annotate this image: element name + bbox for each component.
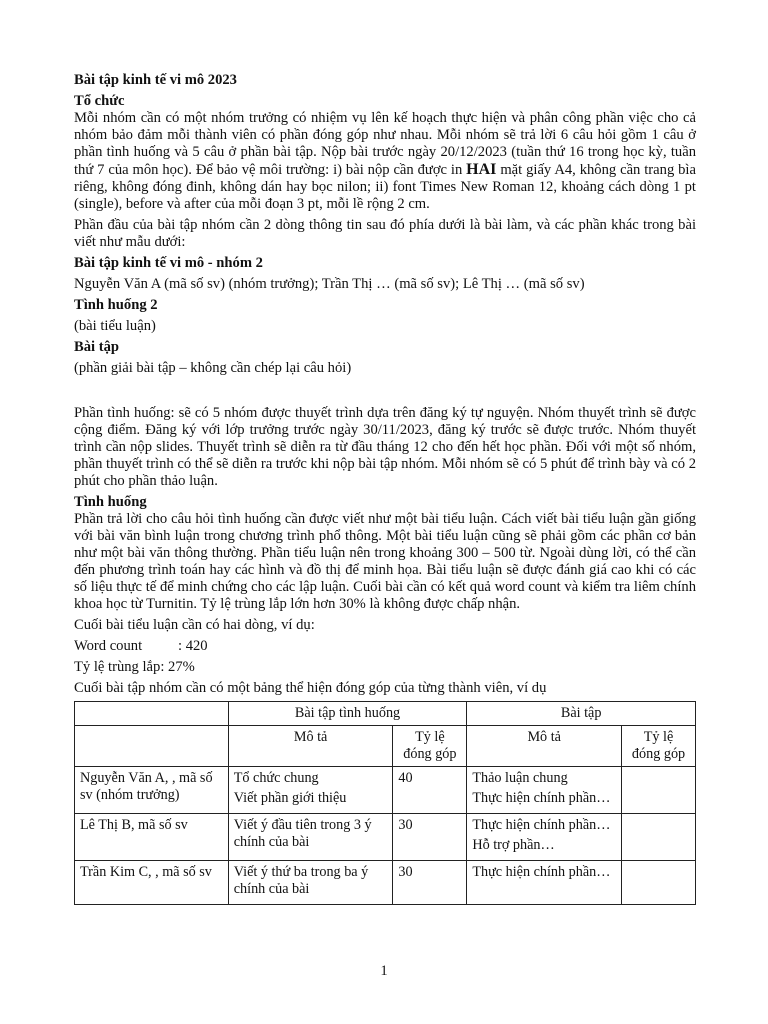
document-title: Bài tập kinh tế vi mô 2023 xyxy=(74,72,237,88)
table-row xyxy=(75,767,696,814)
case-paragraph: Phần trả lời cho câu hỏi tình huống cần được viết như một bài tiểu luận. Cách viết bài tiểu luận gần giống với bài văn bình luận trong chương trình phổ thông. Một bài tiểu luận cũng sẽ phải gồm các phần cơ bản như một bài văn thông thường. Phần tiểu luận nên trong khoảng 300 – 500 từ. Ngoài dùng lời, có thể cần đến phương trình toán hay các hình và đồ thị để minh họa. Bài tiểu luận sẽ được đánh giá cao khi có các số liệu thực tế để minh chứng cho các lập luận. Cuối bài cần có kết quả word count và kiểm tra liêm chính khoa học từ Turnitin. Tỷ lệ trùng lắp lớn hơn 30% là không được chấp nhận. xyxy=(74,511,696,612)
org-text-part-2: mặt giấy A4, không cần trang bìa riêng, không đóng đinh, không dán hay bọc nilon; ii) font Times New Roman 12, khoảng cách dòng 1 pt (single), before và after của mỗi đoạn 3 pt, mỗi lề rộng 2 cm. xyxy=(74,162,696,212)
rate-label-line-2: đóng góp xyxy=(403,746,457,762)
rate-label-line-1: Tỷ lệ xyxy=(415,729,445,745)
end-lines-intro: Cuối bài tiểu luận cần có hai dòng, ví dụ: xyxy=(74,617,315,633)
table-header-empty xyxy=(75,726,229,767)
word-count-label: Word count xyxy=(74,638,143,654)
spacer xyxy=(74,381,696,405)
document-page xyxy=(74,72,696,905)
ex-desc-cell xyxy=(467,861,622,905)
table-intro: Cuối bài tập nhóm cần có một bảng thể hiện đóng góp của từng thành viên, ví dụ xyxy=(74,680,547,696)
ex-desc-line: Thực hiện chính phần… xyxy=(472,790,611,806)
ex-desc-line: Hỗ trợ phần… xyxy=(472,837,555,853)
section-heading-organization: Tổ chức xyxy=(74,93,125,109)
ex-desc-line: Thực hiện chính phần… xyxy=(472,864,611,880)
ex-rate-cell xyxy=(622,861,696,905)
emphasis-hai: HAI xyxy=(466,161,497,178)
member-cell: Lê Thị B, mã số sv xyxy=(75,814,229,861)
ex-desc-cell xyxy=(467,767,622,814)
ex-rate-cell xyxy=(622,767,696,814)
table-row xyxy=(75,861,696,905)
case-rate-cell: 30 xyxy=(393,814,467,861)
case-desc-cell xyxy=(228,861,393,905)
ex-rate-cell xyxy=(622,814,696,861)
case-desc-line: Tổ chức chung xyxy=(233,770,319,786)
sample-title: Bài tập kinh tế vi mô - nhóm 2 xyxy=(74,255,263,271)
member-cell: Nguyễn Văn A, , mã số sv (nhóm trưởng) xyxy=(75,767,229,814)
case-desc-cell xyxy=(228,767,393,814)
table-group-case: Bài tập tình huống xyxy=(228,702,467,726)
sample-case-heading: Tình huống 2 xyxy=(74,297,158,313)
case-rate-cell: 30 xyxy=(393,861,467,905)
case-desc-line: Viết ý thứ ba trong ba ý chính của bài xyxy=(233,864,369,897)
organization-paragraph xyxy=(74,110,696,213)
case-desc-cell xyxy=(228,814,393,861)
template-paragraph: Phần đầu của bài tập nhóm cần 2 dòng thông tin sau đó phía dưới là bài làm, và các phần khác trong bài viết như mẫu dưới: xyxy=(74,217,696,250)
table-header-ex-rate xyxy=(622,726,696,767)
section-heading-case: Tình huống xyxy=(74,494,147,510)
sample-case-body: (bài tiểu luận) xyxy=(74,318,156,334)
word-count-value: : 420 xyxy=(178,638,208,654)
rate-label-line-1: Tỷ lệ xyxy=(643,729,674,745)
sample-exercise-body: (phần giải bài tập – không cần chép lại câu hỏi) xyxy=(74,360,352,376)
sample-members: Nguyễn Văn A (mã số sv) (nhóm trưởng); Trần Thị … (mã số sv); Lê Thị … (mã số sv) xyxy=(74,276,585,292)
ex-desc-line: Thực hiện chính phần… xyxy=(472,817,611,833)
table-group-header-row xyxy=(75,702,696,726)
overlap-line: Tỷ lệ trùng lắp: 27% xyxy=(74,659,195,675)
case-desc-line: Viết ý đầu tiên trong 3 ý chính của bài xyxy=(233,817,372,850)
rate-label-line-2: đóng góp xyxy=(631,746,686,762)
sample-exercise-heading: Bài tập xyxy=(74,339,120,355)
table-header-empty xyxy=(75,702,229,726)
ex-desc-cell xyxy=(467,814,622,861)
table-header-case-desc: Mô tả xyxy=(228,726,393,767)
table-header-case-rate xyxy=(393,726,467,767)
case-rate-cell: 40 xyxy=(393,767,467,814)
table-column-header-row xyxy=(75,726,696,767)
case-desc-line: Viết phần giới thiệu xyxy=(233,790,347,806)
table-row xyxy=(75,814,696,861)
contribution-table xyxy=(74,701,696,905)
presentation-paragraph: Phần tình huống: sẽ có 5 nhóm được thuyết trình dựa trên đăng ký tự nguyện. Nhóm thuyết trình sẽ được cộng điểm. Đăng ký với lớp trưởng trước ngày 30/11/2023, đăng ký trước sẽ được trước. Nhóm thuyết trình cần nộp slides. Thuyết trình sẽ diễn ra từ đầu tháng 12 cho đến hết học phần. Đối với một số nhóm, phần thuyết trình có thể sẽ diễn ra trước khi nộp bài tập nhóm. Mỗi nhóm sẽ có 5 phút để trình bày và có 2 phút cho phần thảo luận. xyxy=(74,405,696,489)
member-cell: Trần Kim C, , mã số sv xyxy=(75,861,229,905)
table-header-ex-desc: Mô tả xyxy=(467,726,622,767)
page-number: 1 xyxy=(380,963,388,979)
org-text-part-1: Mỗi nhóm cần có một nhóm trưởng có nhiệm vụ lên kế hoạch thực hiện và phân công phần việc cho cả nhóm bảo đảm mỗi thành viên có phần đóng góp như nhau. Mỗi nhóm sẽ trả lời 6 câu hỏi gồm 1 câu ở phần tình huống và 5 câu ở phần bài tập. Nộp bài trước ngày 20/12/2023 (tuần thứ 16 trong học kỳ, tuần thứ 7 của môn học). Để bảo vệ môi trường: i) bài nộp cần được in xyxy=(74,110,696,178)
ex-desc-line: Thảo luận chung xyxy=(472,770,568,786)
word-count-line xyxy=(74,638,696,655)
table-group-exercise: Bài tập xyxy=(467,702,696,726)
